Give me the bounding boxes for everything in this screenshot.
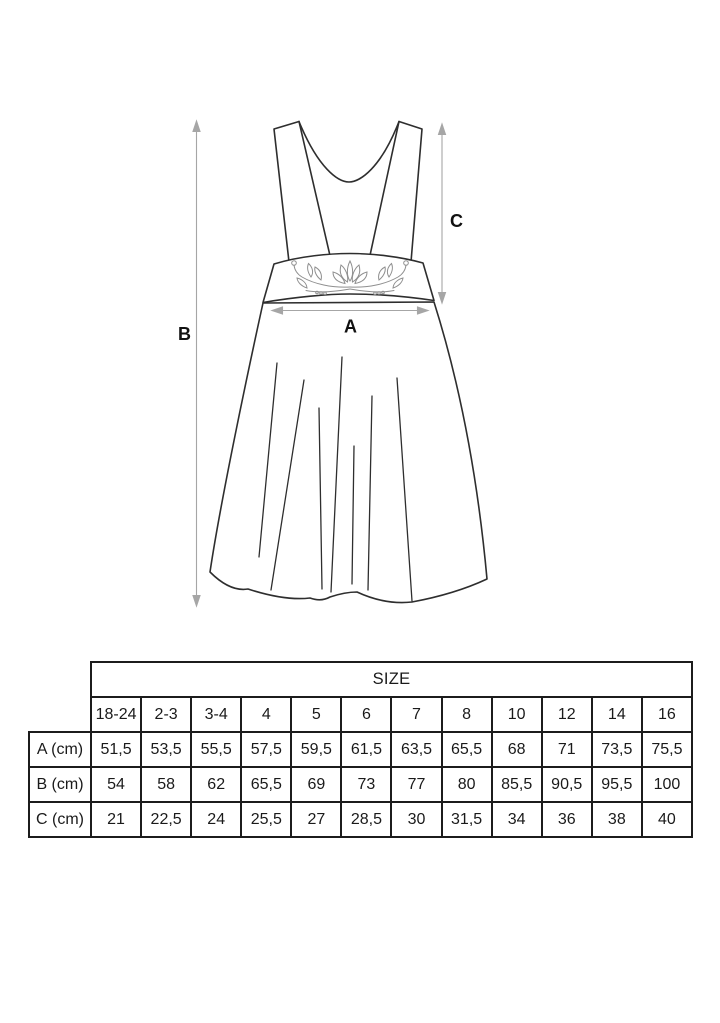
table-cell: 22,5 [141, 802, 191, 837]
left-strap [274, 122, 331, 263]
table-cell: 38 [592, 802, 642, 837]
table-cell: 75,5 [642, 732, 692, 767]
table-row-sizes [29, 697, 692, 732]
table-cell: 90,5 [542, 767, 592, 802]
size-col-header: 6 [341, 697, 391, 732]
arrow-b [193, 121, 200, 606]
table-cell: 61,5 [341, 732, 391, 767]
table-corner-blank [29, 662, 91, 697]
table-cell: 25,5 [241, 802, 291, 837]
table-row-measure-b [29, 767, 692, 802]
table-cell: 54 [91, 767, 141, 802]
table-row-measure-c [29, 802, 692, 837]
table-corner-blank [29, 697, 91, 732]
skirt-outline [210, 302, 487, 603]
table-cell: 77 [391, 767, 441, 802]
table-cell: 31,5 [442, 802, 492, 837]
table-cell: 85,5 [492, 767, 542, 802]
table-cell: 34 [492, 802, 542, 837]
row-label-b: B (cm) [29, 767, 91, 802]
size-col-header: 2-3 [141, 697, 191, 732]
size-col-header: 10 [492, 697, 542, 732]
table-cell: 27 [291, 802, 341, 837]
table-cell: 28,5 [341, 802, 391, 837]
size-col-header: 3-4 [191, 697, 241, 732]
table-cell: 95,5 [592, 767, 642, 802]
table-cell: 65,5 [442, 732, 492, 767]
size-col-header: 16 [642, 697, 692, 732]
table-cell: 58 [141, 767, 191, 802]
table-cell: 71 [542, 732, 592, 767]
garment-outline [210, 122, 487, 603]
table-cell: 63,5 [391, 732, 441, 767]
table-cell: 59,5 [291, 732, 341, 767]
size-col-header: 4 [241, 697, 291, 732]
measure-label-a: A [344, 316, 357, 337]
measure-label-b: B [178, 324, 191, 344]
table-row-measure-a [29, 732, 692, 767]
table-cell: 73 [341, 767, 391, 802]
right-strap [369, 122, 422, 263]
table-cell: 53,5 [141, 732, 191, 767]
table-cell: 80 [442, 767, 492, 802]
table-cell: 36 [542, 802, 592, 837]
size-col-header: 5 [291, 697, 341, 732]
table-row-size-title [29, 662, 692, 697]
table-cell: 73,5 [592, 732, 642, 767]
row-label-c: C (cm) [29, 802, 91, 837]
table-cell: 69 [291, 767, 341, 802]
size-table [28, 661, 693, 838]
table-cell: 51,5 [91, 732, 141, 767]
arrow-c [439, 124, 446, 303]
table-cell: 30 [391, 802, 441, 837]
table-cell: 62 [191, 767, 241, 802]
v-neckline [299, 122, 399, 183]
size-col-header: 18-24 [91, 697, 141, 732]
size-col-header: 8 [442, 697, 492, 732]
table-cell: 40 [642, 802, 692, 837]
row-label-a: A (cm) [29, 732, 91, 767]
table-cell: 21 [91, 802, 141, 837]
table-cell: 57,5 [241, 732, 291, 767]
table-cell: 24 [191, 802, 241, 837]
size-table-section [28, 661, 693, 838]
size-col-header: 14 [592, 697, 642, 732]
size-table-title: SIZE [91, 662, 692, 697]
table-cell: 100 [642, 767, 692, 802]
size-col-header: 7 [391, 697, 441, 732]
measure-label-c: C [450, 211, 463, 231]
table-cell: 68 [492, 732, 542, 767]
table-cell: 55,5 [191, 732, 241, 767]
table-cell: 65,5 [241, 767, 291, 802]
size-col-header: 12 [542, 697, 592, 732]
